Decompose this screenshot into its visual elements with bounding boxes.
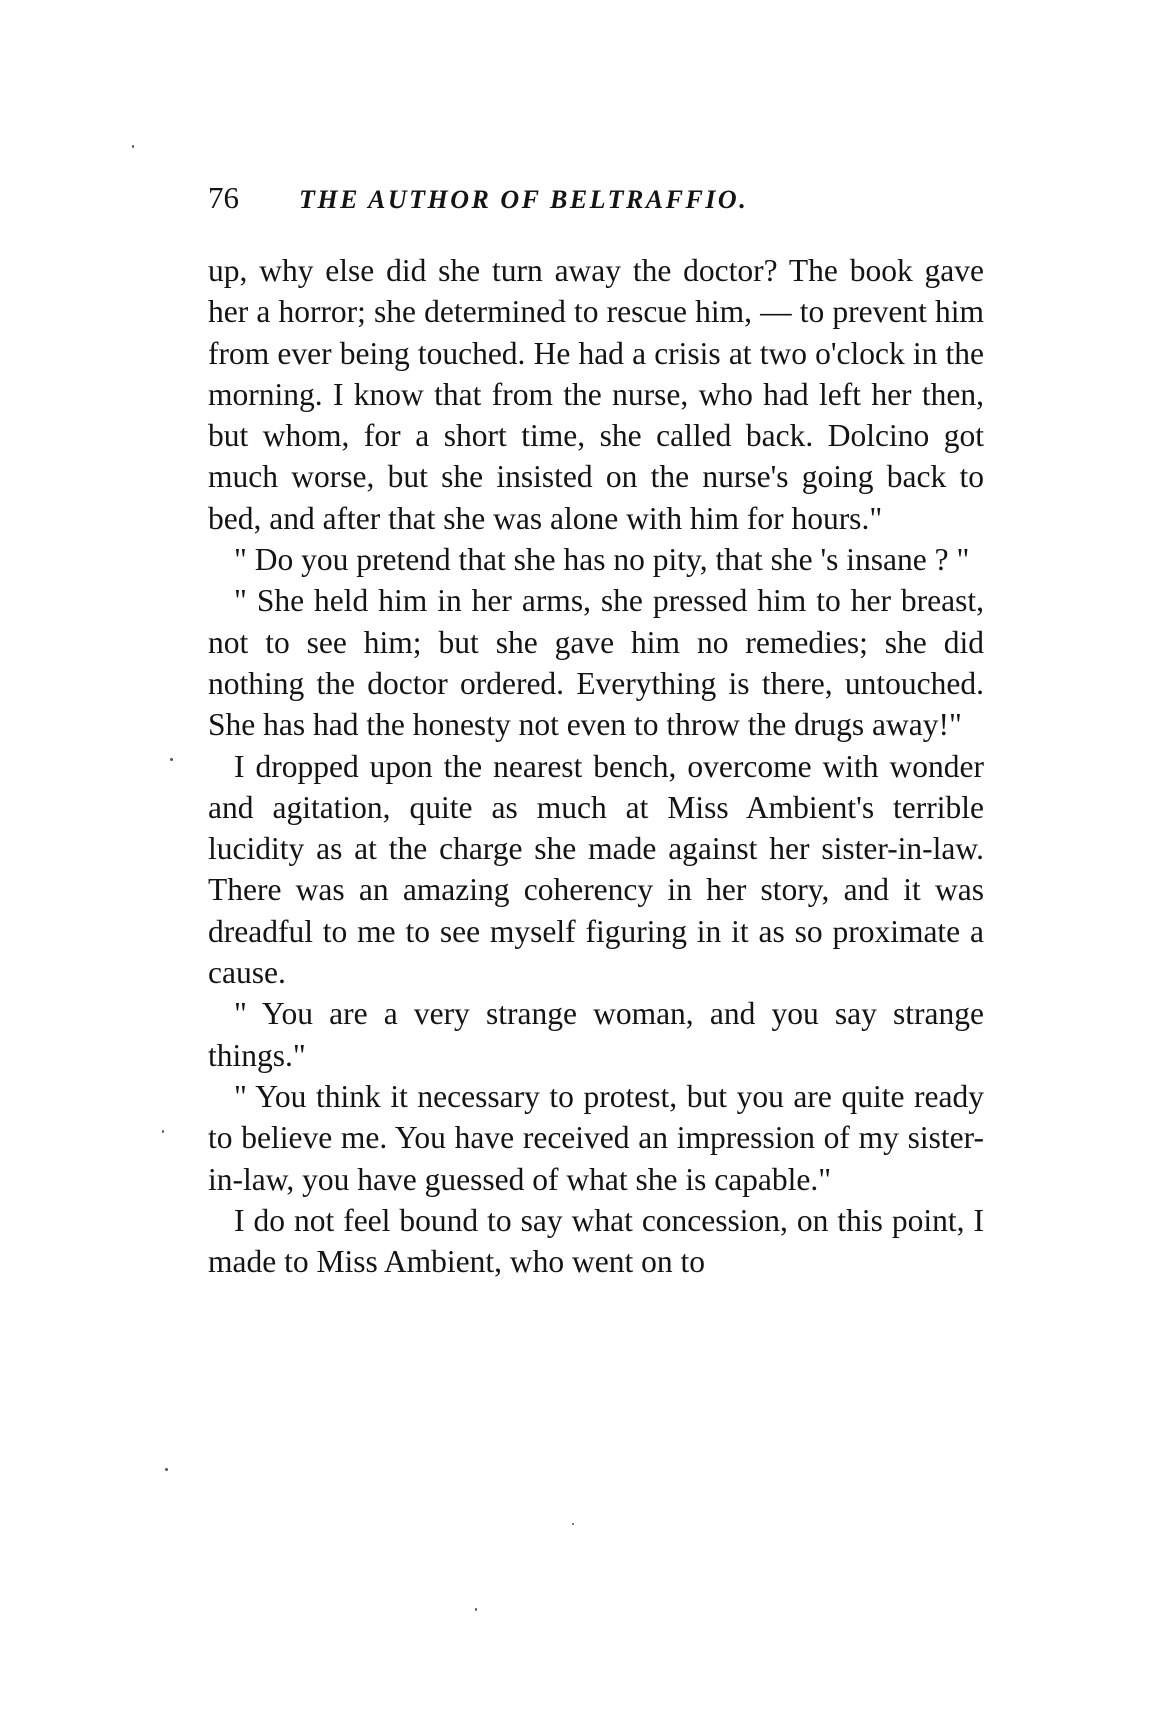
paragraph: " Do you pretend that she has no pity, that she 's insane ? " [234,542,970,578]
paragraph: I dropped upon the nearest bench, overcome with wonder and agitation, quite as much at Miss Ambient's terrible lucidity as at the charge she made against her sister-in-law. There was an amazing coherency in her story, and it was dreadful to me to see myself figuring in it as so proximate a cause. [208,748,984,991]
running-title: THE AUTHOR OF BELTRAFFIO. [299,185,749,214]
page-header [208,178,988,222]
scan-speck [572,1523,574,1525]
scan-speck [162,1130,164,1133]
paragraph: " She held him in her arms, she pressed him to her breast, not to see him; but she gave him no remedies; she did nothing the doctor ordered. Everything is there, untouched. She has had the honesty not even to throw the drugs away!" [208,583,984,743]
scan-speck [165,1468,168,1471]
page-number: 76 [208,180,239,215]
paragraph: up, why else did she turn away the doctor? The book gave her a horror; she determined to rescue him, — to prevent him from ever being touched. He had a crisis at two o'clock in the morning. I know that from the nurse, who had left her then, but whom, for a short time, she called back. Dolcino got much worse, but she insisted on the nurse's going back to bed, and after that she was alone with him for hours." [208,253,984,536]
scan-speck [475,1608,477,1611]
scan-speck [132,145,134,148]
paragraph: I do not feel bound to say what concession, on this point, I made to Miss Ambient, who went on to [208,1202,984,1280]
paragraph: " You are a very strange woman, and you say strange things." [208,996,984,1073]
scan-speck [170,758,173,761]
body-text [208,250,984,1282]
paragraph: " You think it necessary to protest, but you are quite ready to believe me. You have received an impression of my sister-in-law, you have guessed of what she is capable." [208,1078,984,1197]
